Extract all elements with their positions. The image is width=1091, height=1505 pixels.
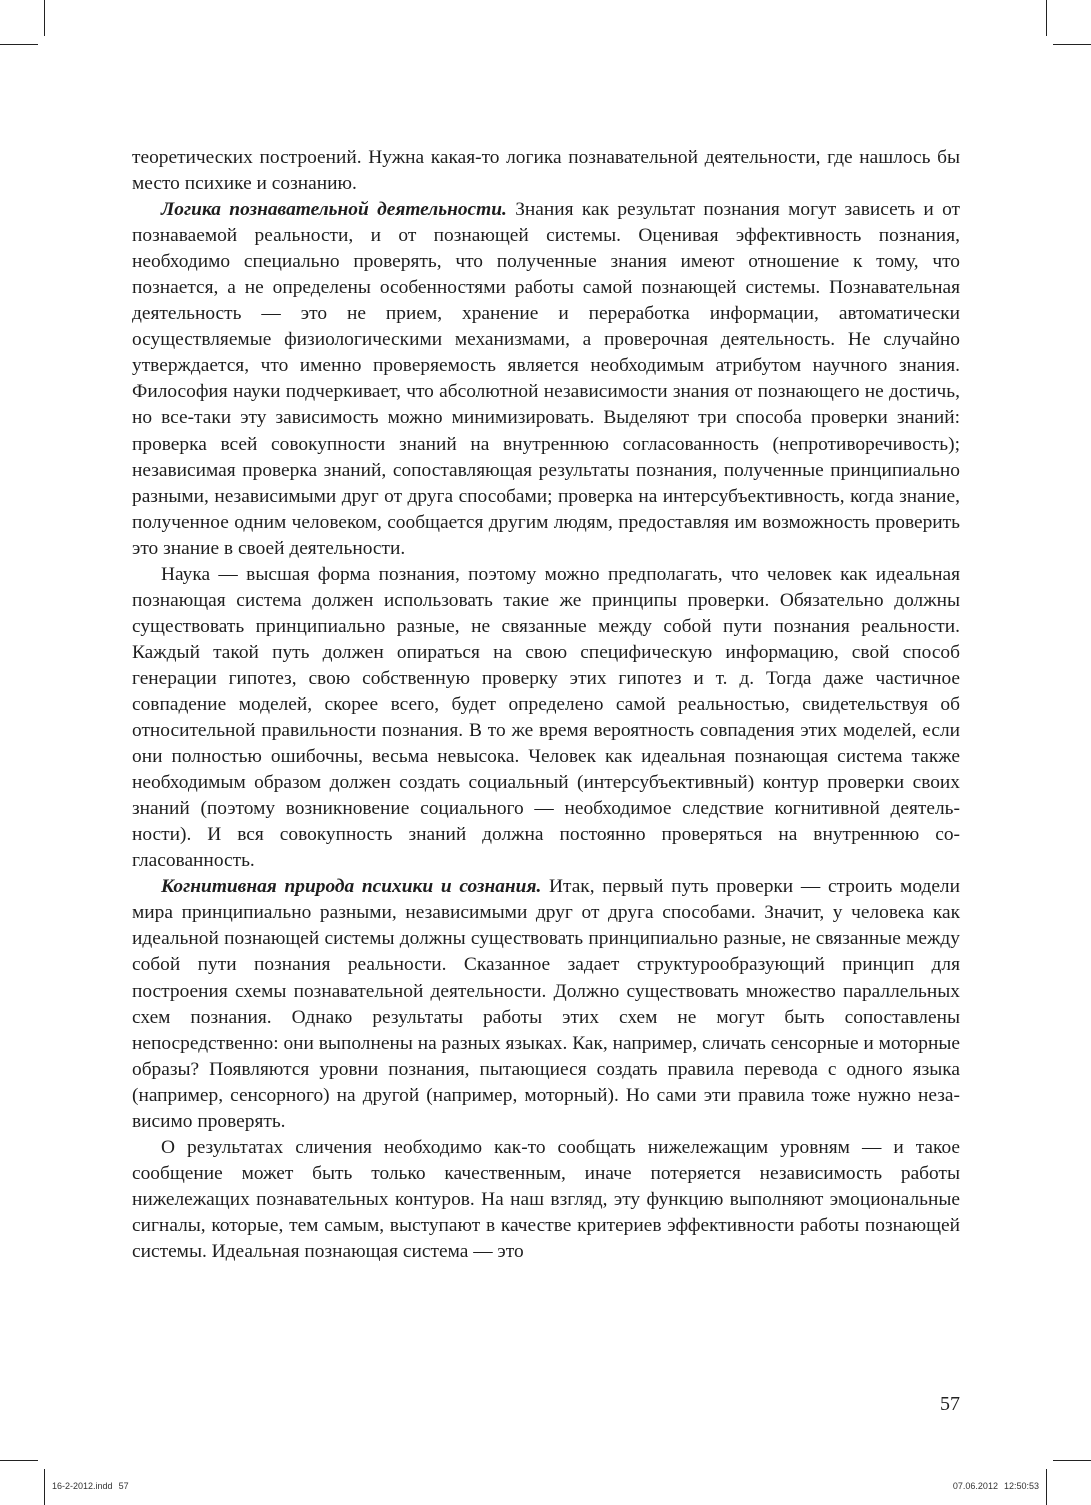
crop-mark [44, 1469, 45, 1505]
body-text [132, 145, 960, 1265]
crop-mark [1053, 1460, 1091, 1461]
slug-timestamp [953, 1481, 1039, 1491]
page-number: 57 [940, 1393, 960, 1415]
crop-mark [0, 44, 38, 45]
crop-mark [1046, 0, 1047, 36]
paragraph: Наука — высшая форма познания, поэтому можно предполагать, что человек как идеальная познающая система должен использовать такие же принципы проверки. Обязательно должны существовать принципиально разные, не связанные между собой пути познания реальности. Каждый такой путь должен опираться на свою специфическую информацию, свой способ генерации гипотез, свою собственную проверку этих гипотез и т. д. Тогда даже частичное совпадение моделей, скорее всего, будет определено самой реальностью, свидетельствуя об относительной правильности познания. В то же время вероятность совпадения этих моделей, если они полностью ошибочны, весьма невысока. Человек как идеальная познающая система также необходимым образом должен создать социальный (интерсубъективный) контур проверки своих знаний (поэтому возникновение социального — необходимое следствие когнитивной деятельности). И вся совокупность знаний должна постоянно проверяться на внутреннюю согласованность. [132, 563, 960, 872]
paragraph: теоретических построений. Нужна какая-то логика познавательной деятельности, где нашлось бы место психике и сознанию. [132, 147, 960, 195]
crop-mark [0, 1460, 38, 1461]
run-in-heading: Когнитивная природа психики и сознания. [161, 876, 542, 898]
paragraph: Логика познавательной деятельности. Знания как результат познания могут зависеть и от познаваемой реальности, и от познающей системы. Оценивая эффективность познания, необходимо специально проверять, что полученные знания имеют отношение к тому, что познается, а не определены особенностями работы самой познающей системы. Познавательная деятельность — это не прием, хранение и переработка информации, автоматически осуществляемые физиологическими механизмами, а проверочная деятельность. Не случайно утверждается, что именно проверяемость является необходимым атрибутом научного знания. Философия науки подчеркивает, что абсолютной независимости знания от познающего не достичь, но все-таки эту зависимость можно минимизировать. Выделяют три способа проверки знаний: проверка всей совокупности знаний на внутреннюю согласованность (непротиворечивость); независимая проверка знаний, сопоставляющая результаты познания, полученные принципиально разными, независимыми друг от друга способами; проверка на интерсубъективность, когда знание, полученное одним человеком, сообщается другим людям, предоставляя им возможность проверить это знание в своей деятельности. [132, 199, 961, 559]
slug-file [52, 1481, 129, 1491]
crop-mark [1053, 44, 1091, 45]
slug-date: 07.06.2012 [952, 1481, 998, 1491]
slug-time: 12:50:53 [1003, 1481, 1039, 1491]
slug-file-name: 16-2-2012.indd [52, 1481, 113, 1491]
crop-mark [1046, 1469, 1047, 1505]
slug-file-page: 57 [118, 1481, 129, 1491]
paragraph: Когнитивная природа психики и сознания. Итак, первый путь проверки — строить модели мира принципиально разными, независимыми друг от друга способами. Значит, у человека как идеальной познающей системы должны существовать принципиально разные, не связанные между собой пути познания реальности. Сказанное задает структурообразующий принцип для построения схемы познавательной деятельности. Должно существовать множество параллельных схем познания. Однако результаты работы этих схем не могут быть сопоставлены непосредственно: они выполнены на разных языках. Как, например, сличать сенсорные и моторные образы? Появляются уровни познания, пытающиеся создать правила перевода с одного языка (например, сенсорного) на другой (например, моторный). Но сами эти правила тоже нужно независимо проверять. [132, 876, 960, 1132]
run-in-heading: Логика познавательной деятельности. [161, 199, 507, 221]
paragraph: О результатах сличения необходимо как-то сообщать нижележащим уровням — и такое сообщение может быть только качественным, иначе потеряется независимость работы нижележащих познавательных контуров. На наш взгляд, эту функцию выполняют эмоциональные сигналы, которые, тем самым, выступают в качестве критериев эффективности работы познающей системы. Идеальная познающая система — это [132, 1136, 960, 1262]
crop-mark [44, 0, 45, 36]
